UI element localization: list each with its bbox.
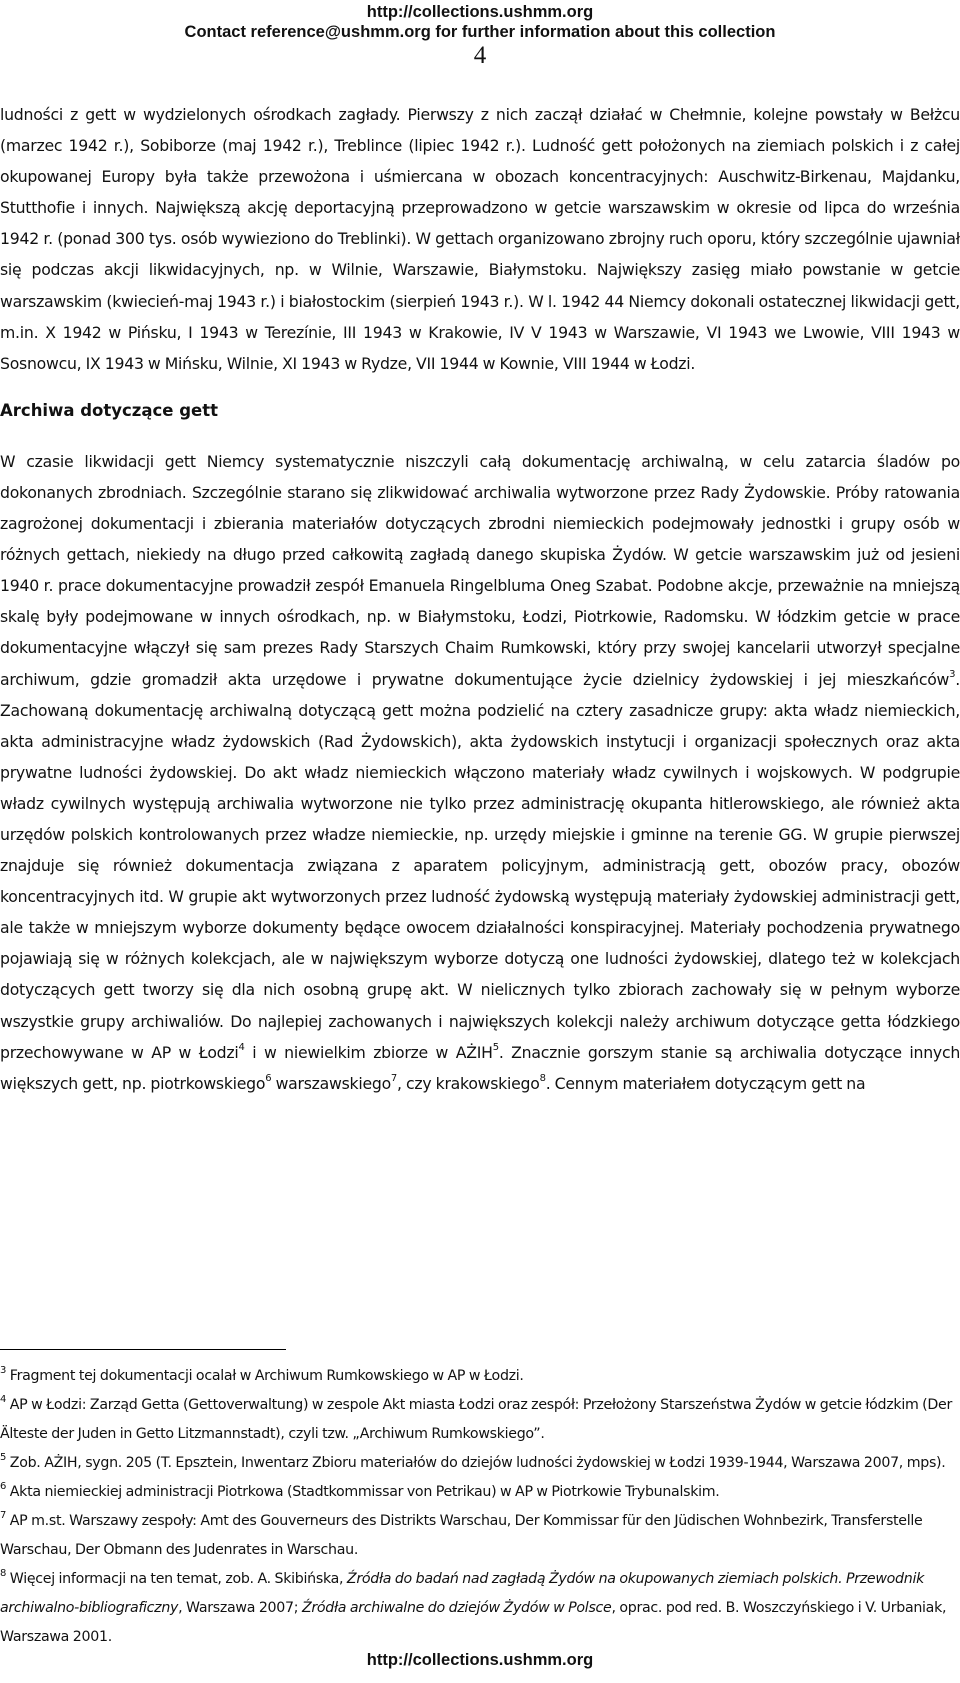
footnote-text: Zob. AŻIH, sygn. 205 (T. Epsztein, Inwentarz Zbioru materiałów do dziejów ludności żydowskiej w Łodzi 1939-1944, Warszawa 2007, mps). bbox=[6, 1455, 946, 1471]
footnote-number: 8 bbox=[0, 1568, 7, 1580]
paragraph-ghetto-archives bbox=[0, 446, 960, 1099]
footnote-separator bbox=[0, 1349, 286, 1350]
text-run: . Znacznie gorszym stanie są archiwalia dotyczące innych większych gett, np. piotrkowskiego bbox=[0, 1042, 960, 1093]
footnote-ref-5: 5 bbox=[492, 1042, 499, 1054]
footnote-text: , Warszawa 2007; bbox=[178, 1600, 302, 1616]
paragraph-ghetto-liquidation: ludności z gett w wydzielonych ośrodkach zagłady. Pierwszy z nich zaczął działać w Chełmnie, kolejne powstały w Bełżcu (marzec 1942 r.), Sobiborze (maj 1942 r.), Treblince (lipiec 1942 r.). Ludność gett położonych na ziemiach polskich i z całej okupowanej Europy była także przewożona i uśmiercana w obozach koncentracyjnych: Auschwitz-Birkenau, Majdanku, Stutthofie i innych. Największą akcję deportacyjną przeprowadzono w getcie warszawskim w okresie od lipca do września 1942 r. (ponad 300 tys. osób wywieziono do Treblinki). W gettach organizowano zbrojny ruch oporu, który szczególnie ujawniał się podczas akcji likwidacyjnych, np. w Wilnie, Warszawie, Białymstoku. Największy zasięg miało powstanie w getcie warszawskim (kwiecień-maj 1943 r.) i białostockim (sierpień 1943 r.). W l. 1942 44 Niemcy dokonali ostatecznej likwidacji gett, m.in. X 1942 w Pińsku, I 1943 w Terezínie, III 1943 w Krakowie, IV V 1943 w Warszawie, VI 1943 we Lwowie, VIII 1943 w Sosnowcu, IX 1943 w Mińsku, Wilnie, XI 1943 w Rydze, VII 1944 w Kownie, VIII 1944 w Łodzi. bbox=[0, 105, 960, 373]
footnote-ref-3: 3 bbox=[949, 669, 956, 681]
footnote-8 bbox=[0, 1565, 960, 1652]
footnote-7 bbox=[0, 1507, 960, 1565]
footnote-ref-8: 8 bbox=[539, 1073, 546, 1085]
footnote-text: Więcej informacji na ten temat, zob. A. Skibińska, bbox=[6, 1571, 347, 1587]
footnote-number: 3 bbox=[0, 1365, 7, 1377]
main-text bbox=[0, 99, 960, 1099]
page-footer-url: http://collections.ushmm.org bbox=[366, 1651, 594, 1669]
footnote-title: Źródła do badań nad zagładą Żydów na okupowanych ziemiach polskich. Przewodnik archiwalno-bibliograficzny bbox=[0, 1571, 924, 1616]
text-run: warszawskiego bbox=[271, 1073, 391, 1093]
footnote-4 bbox=[0, 1391, 960, 1449]
footnote-ref-4: 4 bbox=[238, 1042, 245, 1054]
footnote-ref-7: 7 bbox=[390, 1073, 398, 1085]
page-number: 4 bbox=[473, 42, 487, 69]
header-contact: Contact reference@ushmm.org for further information about this collection bbox=[184, 23, 776, 41]
footnote-text: AP m.st. Warszawy zespoły: Amt des Gouverneurs des Distrikts Warschau, Der Kommissar für den Jüdischen Wohnbezirk, Transferstelle Warschau, Der Obmann des Judenrates in Warschau. bbox=[0, 1513, 923, 1558]
footnote-number: 6 bbox=[0, 1481, 7, 1493]
footnote-ref-6: 6 bbox=[265, 1073, 272, 1085]
footnote-text: Fragment tej dokumentacji ocalał w Archiwum Rumkowskiego w AP w Łodzi. bbox=[6, 1368, 524, 1384]
footnote-number: 5 bbox=[0, 1452, 7, 1464]
text-run: i w niewielkim zbiorze w AŻIH bbox=[244, 1042, 493, 1062]
footnote-text: AP w Łodzi: Zarząd Getta (Gettoverwaltung) w zespole Akt miasta Łodzi oraz zespół: Przełożony Starszeństwa Żydów w getcie łódzkim (Der Älteste der Juden in Getto Litzmannstadt), czyli tzw. „Archiwum Rumkowskiego”. bbox=[0, 1397, 953, 1442]
footnote-text: , oprac. pod red. B. Woszczyńskiego i V. Urbaniak, Warszawa 2001. bbox=[0, 1600, 947, 1645]
footnote-5 bbox=[0, 1449, 960, 1478]
text-run: . Cennym materiałem dotyczącym gett na bbox=[545, 1073, 866, 1093]
footnote-6 bbox=[0, 1478, 960, 1507]
text-run: , czy krakowskiego bbox=[397, 1073, 540, 1093]
text-run: . Zachowaną dokumentację archiwalną dotyczącą gett można podzielić na cztery zasadnicze grupy: akta władz niemieckich, akta administracyjne władz żydowskich (Rad Żydowskich), akta żydowskich instytucji i organizacji społecznych oraz akta prywatne ludności żydowskiej. Do akt władz niemieckich włączono materiały władz cywilnych i wojskowych. W podgrupie władz cywilnych występują archiwalia wytworzone nie tylko przez administrację okupanta hitlerowskiego, ale również akta urzędów polskich kontrolowanych przez władze niemieckie, np. urzędy miejskie i gminne na terenie GG. W grupie pierwszej znajduje się również dokumentacja związana z aparatem policyjnym, administracją gett, obozów pracy, obozów koncentracyjnych itd. W grupie akt wytworzonych przez ludność żydowską występują materiały żydowskiej administracji gett, ale także w mniejszym wyborze dokumenty będące owocem działalności konspiracyjnej. Materiały pochodzenia prywatnego pojawiają się w różnych kolekcjach, ale w największym wyborze dotyczą one ludności żydowskiej, dlatego też w kolekcjach dotyczących gett tworzy się dla nich osobną grupę akt. W nielicznych tylko zbiorach zachowały się w pełnym wyborze wszystkie grupy archiwaliów. Do najlepiej zachowanych i największych kolekcji należy archiwum dotyczące getta łódzkiego przechowywane w AP w Łodzi bbox=[0, 669, 960, 1062]
footnote-text: Akta niemieckiej administracji Piotrkowa (Stadtkommissar von Petrikau) w AP w Piotrkowie Trybunalskim. bbox=[6, 1484, 720, 1500]
footnote-3 bbox=[0, 1362, 960, 1391]
footnote-title: Źródła archiwalne do dziejów Żydów w Polsce bbox=[301, 1600, 612, 1616]
footnote-number: 7 bbox=[0, 1510, 7, 1522]
header-url: http://collections.ushmm.org bbox=[366, 3, 594, 21]
page-header bbox=[0, 2, 960, 70]
footnotes bbox=[0, 1362, 960, 1652]
footnote-number: 4 bbox=[0, 1394, 7, 1406]
section-heading: Archiwa dotyczące gett bbox=[0, 400, 219, 420]
text-run: W czasie likwidacji gett Niemcy systematycznie niszczyli całą dokumentację archiwalną, w celu zatarcia śladów po dokonanych zbrodniach. Szczególnie starano się zlikwidować archiwalia wytworzone przez Rady Żydowskie. Próby ratowania zagrożonej dokumentacji i zbierania materiałów dotyczących zbrodni niemieckich podejmowały jednostki i grupy osób w różnych gettach, niekiedy na długo przed całkowitą zagładą danego skupiska Żydów. W getcie warszawskim już od jesieni 1940 r. prace dokumentacyjne prowadził zespół Emanuela Ringelbluma Oneg Szabat. Podobne akcje, przeważnie na mniejszą skalę były podejmowane w innych ośrodkach, np. w Białymstoku, Łodzi, Piotrkowie, Radomsku. W łódzkim getcie w prace dokumentacyjne włączył się sam prezes Rady Starszych Chaim Rumkowski, który przy swojej kancelarii utworzył specjalne archiwum, gdzie gromadził akta urzędowe i prywatne dokumentujące życie dzielnicy żydowskiej i jej mieszkańców bbox=[0, 451, 960, 689]
